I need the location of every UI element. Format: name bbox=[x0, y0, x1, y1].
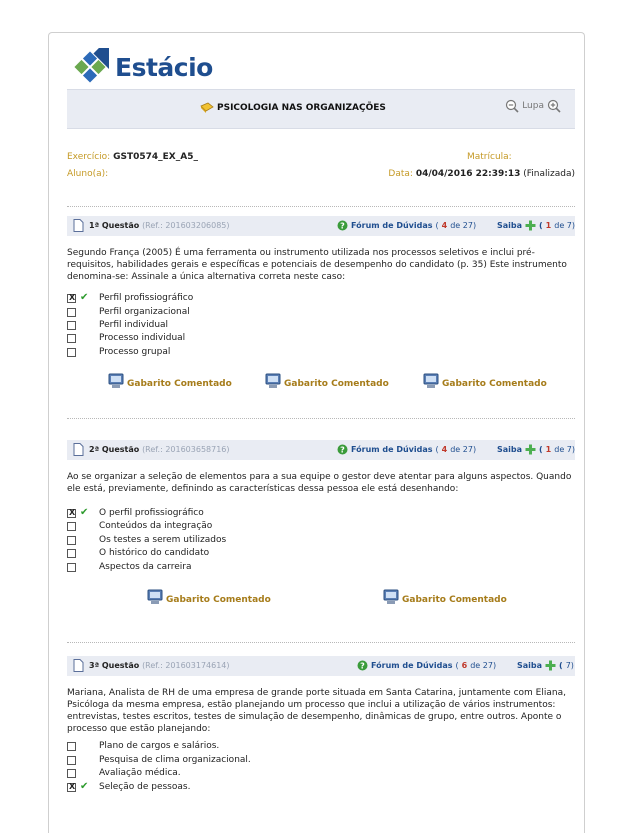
separator bbox=[67, 642, 575, 643]
aluno-label: Aluno(a): bbox=[67, 169, 109, 179]
help-icon bbox=[337, 220, 348, 231]
matricula-label: Matrícula: bbox=[467, 152, 512, 162]
computer-icon bbox=[422, 373, 440, 389]
checkbox-checked[interactable] bbox=[67, 509, 76, 518]
question-ref-2: (Ref.: 201603658716) bbox=[142, 445, 230, 454]
option-2-1[interactable]: X ✔ O perfil profissiográfico bbox=[67, 507, 76, 519]
computer-icon bbox=[146, 589, 164, 605]
option-3-3[interactable]: Avaliação médica. bbox=[67, 767, 76, 779]
checkbox[interactable] bbox=[67, 756, 76, 765]
question-text-3: Mariana, Analista de RH de uma empresa de grande porte situada em Santa Catarina, juntamente com Eliana, Psicóloga da mesma empresa, estão planejando um processo que inclui a utilização de vários instrumentos: entrevistas, testes escritos, testes de simulação de desempenho, dinâmicas de grupo, entre outros. Aponte o processo que estão planejando: bbox=[67, 688, 566, 734]
checkbox[interactable] bbox=[67, 522, 76, 531]
document-icon bbox=[73, 443, 84, 456]
course-title-bar bbox=[67, 89, 575, 129]
question-ref-1: (Ref.: 201603206085) bbox=[142, 221, 230, 230]
checkbox[interactable] bbox=[67, 321, 76, 330]
checkbox[interactable] bbox=[67, 334, 76, 343]
question-header-3 bbox=[67, 656, 575, 676]
computer-icon bbox=[264, 373, 282, 389]
estacio-logo bbox=[71, 45, 213, 89]
exercicio-label: Exercício: bbox=[67, 152, 111, 162]
plus-icon bbox=[545, 660, 556, 671]
checkbox-checked[interactable] bbox=[67, 783, 76, 792]
zoom-out-icon[interactable] bbox=[505, 99, 519, 113]
forum-link-1[interactable]: ? Fórum de Dúvidas ( 4 de 27) bbox=[337, 220, 476, 231]
option-2-2[interactable]: Conteúdos da integração bbox=[67, 520, 76, 532]
saiba-link-3[interactable]: Saiba ( 7) bbox=[517, 661, 574, 670]
status-label: (Finalizada) bbox=[523, 169, 575, 179]
svg-text:?: ? bbox=[340, 445, 345, 455]
option-3-4[interactable]: X ✔ Seleção de pessoas. bbox=[67, 781, 76, 793]
option-2-5[interactable]: Aspectos da carreira bbox=[67, 561, 76, 573]
separator bbox=[67, 206, 575, 207]
checkbox-checked[interactable] bbox=[67, 294, 76, 303]
checkbox[interactable] bbox=[67, 308, 76, 317]
svg-text:?: ? bbox=[360, 661, 365, 671]
exercicio-line bbox=[67, 152, 198, 162]
page-frame bbox=[48, 32, 585, 833]
svg-text:?: ? bbox=[340, 221, 345, 231]
question-header-1 bbox=[67, 216, 575, 236]
help-icon bbox=[337, 444, 348, 455]
computer-icon bbox=[382, 589, 400, 605]
separator bbox=[67, 418, 575, 419]
saiba-link-1[interactable]: Saiba ( 1 de 7) bbox=[497, 221, 576, 230]
question-text-2: Ao se organizar a seleção de elementos para a sua equipe o gestor deve atentar para alguns aspectos. Quando ele está, previamente, definindo as características dessa pessoa ele está desenhando: bbox=[67, 472, 572, 494]
saiba-link-2[interactable]: Saiba ( 1 de 7) bbox=[497, 445, 576, 454]
gabarito-comentado-button[interactable]: Gabarito Comentado bbox=[382, 589, 507, 605]
option-1-5[interactable]: Processo grupal bbox=[67, 346, 76, 358]
checkbox[interactable] bbox=[67, 742, 76, 751]
document-icon bbox=[73, 219, 84, 232]
lupa-label: Lupa bbox=[522, 101, 544, 111]
data-label: Data: bbox=[388, 169, 413, 179]
data-line bbox=[388, 169, 575, 179]
checkbox[interactable] bbox=[67, 348, 76, 357]
course-title-text: PSICOLOGIA NAS ORGANIZAÇÕES bbox=[217, 103, 386, 113]
plus-icon bbox=[525, 444, 536, 455]
option-3-2[interactable]: Pesquisa de clima organizacional. bbox=[67, 754, 76, 766]
course-title bbox=[200, 102, 386, 114]
logo-text: Estácio bbox=[115, 52, 213, 82]
question-title-1: 1ª Questão (Ref.: 201603206085) bbox=[89, 221, 230, 230]
question-title-2: 2ª Questão (Ref.: 201603658716) bbox=[89, 445, 230, 454]
plus-icon bbox=[525, 220, 536, 231]
gabarito-comentado-button[interactable]: Gabarito Comentado bbox=[146, 589, 271, 605]
question-text-1: Segundo França (2005) É uma ferramenta ou instrumento utilizada nos processos seletivos e inclui pré-requisitos, habilidades gerais e específicas e potenciais de desempenho do candidato (p. 35) Este instrumento denomina-se: Assinale a única alternativa correta neste caso: bbox=[67, 248, 567, 282]
document-icon bbox=[73, 659, 84, 672]
question-ref-3: (Ref.: 201603174614) bbox=[142, 661, 230, 670]
book-icon bbox=[200, 102, 214, 114]
gabarito-comentado-button[interactable]: Gabarito Comentado bbox=[422, 373, 547, 389]
option-1-1[interactable]: X ✔ Perfil profissiográfico bbox=[67, 292, 76, 304]
forum-link-2[interactable]: ? Fórum de Dúvidas ( 4 de 27) bbox=[337, 444, 476, 455]
question-title-3: 3ª Questão (Ref.: 201603174614) bbox=[89, 661, 230, 670]
zoom-in-icon[interactable] bbox=[547, 99, 561, 113]
forum-link-3[interactable]: ? Fórum de Dúvidas ( 6 de 27) bbox=[357, 660, 496, 671]
question-header-2 bbox=[67, 440, 575, 460]
option-2-4[interactable]: O histórico do candidato bbox=[67, 547, 76, 559]
option-1-2[interactable]: Perfil organizacional bbox=[67, 306, 76, 318]
option-2-3[interactable]: Os testes a serem utilizados bbox=[67, 534, 76, 546]
checkbox[interactable] bbox=[67, 549, 76, 558]
checkbox[interactable] bbox=[67, 563, 76, 572]
correct-check-icon: ✔ bbox=[80, 507, 89, 518]
gabarito-comentado-button[interactable]: Gabarito Comentado bbox=[264, 373, 389, 389]
lupa-zoom bbox=[505, 99, 561, 113]
checkbox[interactable] bbox=[67, 769, 76, 778]
computer-icon bbox=[107, 373, 125, 389]
checkbox[interactable] bbox=[67, 536, 76, 545]
logo-icon bbox=[71, 48, 109, 86]
exercicio-value: GST0574_EX_A5_ bbox=[113, 152, 198, 162]
gabarito-comentado-button[interactable]: Gabarito Comentado bbox=[107, 373, 232, 389]
data-value: 04/04/2016 22:39:13 bbox=[415, 169, 521, 179]
correct-check-icon: ✔ bbox=[80, 292, 89, 303]
help-icon bbox=[357, 660, 368, 671]
option-3-1[interactable]: Plano de cargos e salários. bbox=[67, 740, 76, 752]
option-1-3[interactable]: Perfil individual bbox=[67, 319, 76, 331]
correct-check-icon: ✔ bbox=[80, 781, 89, 792]
option-1-4[interactable]: Processo individual bbox=[67, 332, 76, 344]
